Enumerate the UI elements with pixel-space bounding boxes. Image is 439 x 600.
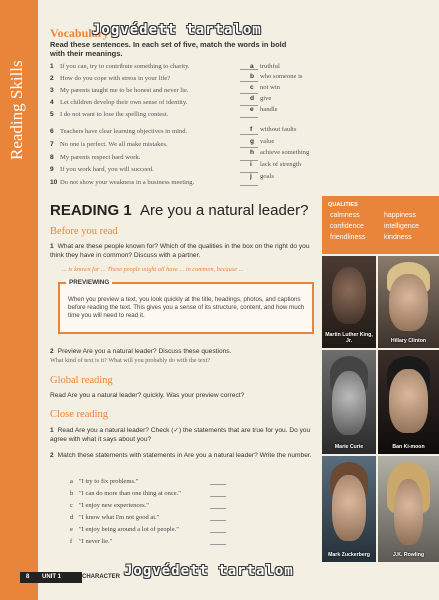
vocab-item: 8 My parents respect hard work. <box>50 154 140 161</box>
reading-heading: READING 1 Are you a natural leader? <box>50 202 309 219</box>
answer-blank[interactable] <box>240 147 258 148</box>
portrait-face <box>332 371 367 435</box>
vocab-option: f without faults <box>250 126 297 133</box>
statement-item: c "I enjoy new experiences." <box>70 502 149 509</box>
page-number: 8 <box>26 574 30 580</box>
statement-item: a "I try to fix problems." <box>70 478 138 485</box>
vocab-option: d give <box>250 95 272 102</box>
quality-word: confidence <box>330 223 364 230</box>
vocab-item: 4 Let children develop their own sense of identity. <box>50 99 187 106</box>
quality-word: friendliness <box>330 234 366 241</box>
portrait-face <box>332 267 367 324</box>
vocab-option: a truthful <box>250 63 280 70</box>
portrait-face <box>389 369 428 433</box>
answer-blank[interactable] <box>210 484 226 485</box>
vocab-option: j goals <box>250 173 274 180</box>
answer-blank[interactable] <box>210 496 226 497</box>
vocab-option: c not win <box>250 84 280 91</box>
previewing-box <box>58 279 314 334</box>
quality-word: intelligence <box>384 223 420 230</box>
vocab-instruction: Read these sentences. In each set of five, match the words in bold with their meanings. <box>50 40 287 58</box>
answer-line: ... is known for ... These people might all have ... in common, because ... <box>62 266 244 273</box>
answer-blank[interactable] <box>240 117 258 118</box>
watermark-top: Jogvédett tartalom <box>92 22 262 38</box>
quality-word: kindness <box>384 234 412 241</box>
sidebar-title: Reading Skills <box>7 60 26 160</box>
photo-caption: Hillary Clinton <box>390 338 427 344</box>
vocab-item: 10 Do not show your weakness in a business meeting. <box>50 179 194 186</box>
unit-title: CHARACTER <box>82 574 120 580</box>
photo-marie-curie <box>322 350 376 454</box>
photo-jk-rowling <box>378 456 439 562</box>
answer-blank[interactable] <box>240 93 258 94</box>
photo-hillary-clinton <box>378 256 439 348</box>
vocab-item: 2 How do you cope with stress in your life? <box>50 75 170 82</box>
vocab-item: 7 No one is perfect. We all make mistakes. <box>50 141 168 148</box>
qualities-box <box>322 196 439 254</box>
unit-label: UNIT 1 <box>42 574 62 580</box>
global-reading-heading: Global reading <box>50 375 113 386</box>
vocab-item: 5 I do not want to lose the spelling contest. <box>50 111 168 118</box>
photo-caption: Mark Zuckerberg <box>328 552 370 558</box>
qualities-title: QUALITIES <box>328 202 358 208</box>
answer-blank[interactable] <box>210 520 226 521</box>
before-you-read-heading: Before you read <box>50 226 118 237</box>
vocab-heading: Vocabulary <box>50 26 109 40</box>
photo-caption: Marie Curie <box>334 444 364 450</box>
previewing-text: When you preview a text, you look quickly at the title, headings, photos, and captions before reading the text. This gives you a sense of its structure, content, and how much time you will need to read it. <box>68 296 305 319</box>
answer-blank[interactable] <box>240 185 258 186</box>
photo-martin-luther-king <box>322 256 376 348</box>
photo-caption: Ban Ki-moon <box>392 444 425 450</box>
sidebar <box>0 0 38 600</box>
close-question-2: 2 Match these statements with statements in Are you a natural leader? Write the number. <box>50 452 312 459</box>
quality-word: happiness <box>384 212 416 219</box>
answer-blank[interactable] <box>210 508 226 509</box>
before-question-2: 2 Preview Are you a natural leader? Discuss these questions. What kind of text is it? What will you probably do with the text? <box>50 348 232 364</box>
answer-blank[interactable] <box>240 81 258 82</box>
vocab-item: 9 If you work hard, you will succeed. <box>50 166 154 173</box>
vocab-option: i lack of strength <box>250 161 302 168</box>
vocab-option: e handle <box>250 106 278 113</box>
answer-blank[interactable] <box>210 544 226 545</box>
reading-title: Are you a natural leader? <box>140 202 309 219</box>
photo-caption: J.K. Rowling <box>392 552 425 558</box>
portrait-face <box>389 274 428 331</box>
portrait-face <box>332 475 367 541</box>
global-reading-text: Read Are you a natural leader? quickly. Was your preview correct? <box>50 392 245 399</box>
close-reading-heading: Close reading <box>50 409 109 420</box>
answer-blank[interactable] <box>210 532 226 533</box>
vocab-option: h achieve something <box>250 149 310 156</box>
portrait-face <box>394 479 423 545</box>
vocab-option: g value <box>250 138 275 145</box>
previewing-label: PREVIEWING <box>66 279 112 286</box>
vocab-item: 1 If you can, try to contribute something to charity. <box>50 63 190 70</box>
statement-item: d "I know what I'm not good at." <box>70 514 159 521</box>
statement-item: b "I can do more than one thing at once." <box>70 490 181 497</box>
close-question-1: 1 Read Are you a natural leader? Check (✓) the statements that are true for you. Do you agree with what it says about you? <box>50 427 311 443</box>
before-question-1: 1 What are these people known for? Which of the qualities in the box on the right do you think they have in common? Discuss with a partner. <box>50 243 310 259</box>
vocab-item: 6 Teachers have clear learning objectives in mind. <box>50 128 187 135</box>
watermark-bottom: Jogvédett tartalom <box>124 563 294 579</box>
answer-blank[interactable] <box>240 134 258 135</box>
photo-caption: Martin Luther King, Jr. <box>325 332 373 344</box>
photo-ban-ki-moon <box>378 350 439 454</box>
vocab-item: 3 My parents taught me to be honest and never lie. <box>50 87 189 94</box>
quality-word: calmness <box>330 212 360 219</box>
photo-mark-zuckerberg <box>322 456 376 562</box>
statement-item: e "I enjoy being around a lot of people." <box>70 526 179 533</box>
vocab-option: b who someone is <box>250 73 303 80</box>
statement-item: f "I never lie." <box>70 538 112 545</box>
